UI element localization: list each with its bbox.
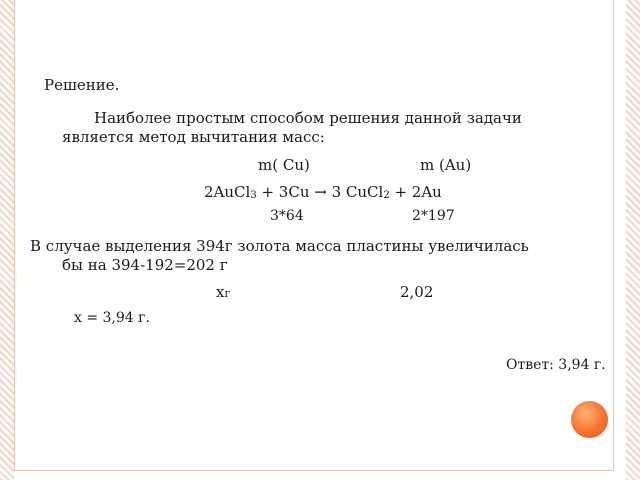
equation-part-2: + 3Cu [256, 183, 315, 201]
mass-cu-label: m( Cu) [258, 156, 310, 174]
mass-au-label: m (Au) [420, 156, 472, 174]
equation-part-4: + 2Au [389, 183, 442, 201]
coef-cu: 3*64 [270, 208, 304, 224]
value-2-02: 2,02 [400, 283, 434, 301]
case-line-1: В случае выделения 394г золота масса пластины увеличилась [30, 237, 529, 255]
intro-line-1: Наиболее простым способом решения данной задачи [94, 109, 522, 127]
reaction-equation [204, 182, 442, 206]
equation-subscript-2: 2 [383, 190, 390, 201]
case-line-2: бы на 394-192=202 г [62, 256, 228, 274]
answer: Ответ: 3,94 г. [506, 357, 606, 373]
equation-part-1: 2AuCl [204, 183, 251, 201]
x-variable [216, 282, 230, 304]
x-result: x = 3,94 г. [74, 310, 150, 326]
solution-heading: Решение. [44, 76, 120, 94]
equation-part-3: 3 CuCl [326, 183, 384, 201]
x-unit: г [224, 287, 231, 300]
arrow-icon: → [314, 183, 327, 201]
intro-line-2: является метод вычитания масс: [62, 128, 325, 146]
equation-subscript-1: 3 [250, 190, 257, 201]
coef-au: 2*197 [412, 208, 455, 224]
x-label: x [216, 283, 225, 301]
orange-circle-decoration [571, 401, 608, 438]
